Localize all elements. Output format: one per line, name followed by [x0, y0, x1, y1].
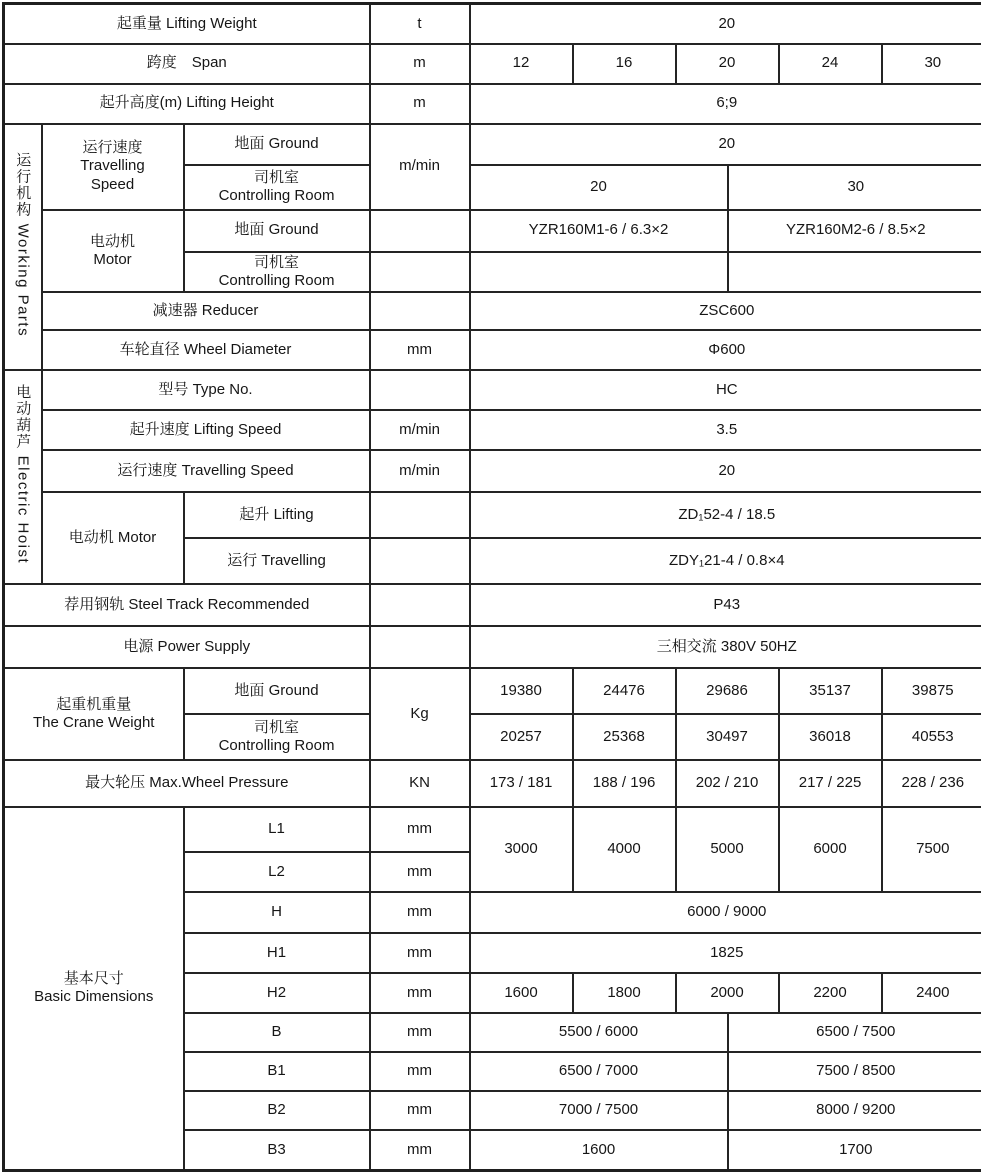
eh-motor-lifting-label: 起升 Lifting: [184, 492, 370, 538]
basic-dimensions-label: [4, 807, 184, 1170]
wp-ts-ground-value: 20: [470, 124, 981, 165]
crane-weight-cr-value-3: 30497: [676, 714, 779, 760]
dim-h1-name: H1: [184, 933, 370, 973]
steel-track-unit: [370, 584, 470, 626]
crane-weight-cr-value-1: 20257: [470, 714, 573, 760]
lifting-height-unit: m: [370, 84, 470, 124]
power-supply-value: 三相交流 380V 50HZ: [470, 626, 981, 668]
lifting-weight-value: 20: [470, 4, 981, 44]
dim-l2-unit: mm: [370, 852, 470, 892]
working-parts-group-cell: [4, 124, 42, 371]
dim-l1l2-value-2: 4000: [573, 807, 676, 892]
crane-weight-ground-label: 地面 Ground: [184, 668, 370, 714]
wp-ts-cr-value-left: 20: [470, 165, 728, 210]
row-eh-travelling-speed: [4, 450, 981, 492]
wp-motor-ground-unit: [370, 210, 470, 252]
dim-l2-name: L2: [184, 852, 370, 892]
wp-motor-ground-value-left: YZR160M1-6 / 6.3×2: [470, 210, 728, 252]
dim-b1-unit: mm: [370, 1052, 470, 1091]
row-eh-lifting-speed: [4, 410, 981, 450]
eh-motor-travelling-value: ZDY₁21-4 / 0.8×4: [470, 538, 981, 584]
crane-weight-unit: Kg: [370, 668, 470, 760]
crane-weight-cr-label-cn: 司机室: [188, 719, 366, 737]
dim-h-unit: mm: [370, 892, 470, 933]
eh-lifting-speed-label: 起升速度 Lifting Speed: [42, 410, 370, 450]
eh-travelling-speed-value: 20: [470, 450, 981, 492]
wp-motor-label: [42, 210, 184, 293]
wp-motor-cr-unit: [370, 252, 470, 293]
crane-weight-label-cn: 起重机重量: [8, 696, 180, 714]
power-supply-label: 电源 Power Supply: [4, 626, 370, 668]
eh-type-label: 型号 Type No.: [42, 370, 370, 410]
max-wheel-pressure-label: 最大轮压 Max.Wheel Pressure: [4, 760, 370, 807]
reducer-label: 减速器 Reducer: [42, 292, 370, 330]
dim-b-name: B: [184, 1013, 370, 1052]
dim-h2-value-1: 1600: [470, 973, 573, 1013]
wp-ts-cr-label-cn: 司机室: [188, 169, 366, 187]
reducer-unit: [370, 292, 470, 330]
wp-travelling-speed-label: [42, 124, 184, 210]
crane-weight-ground-value-3: 29686: [676, 668, 779, 714]
crane-weight-cr-label: [184, 714, 370, 760]
span-value-1: 12: [470, 44, 573, 84]
row-wp-motor-ground: [4, 210, 981, 252]
max-wheel-pressure-value-3: 202 / 210: [676, 760, 779, 807]
row-crane-weight-ground: [4, 668, 981, 714]
wp-travelling-speed-label-en: Travelling Speed: [70, 157, 156, 194]
wp-motor-cr-label: [184, 252, 370, 293]
basic-dimensions-label-en: Basic Dimensions: [8, 988, 180, 1006]
eh-motor-label: 电动机 Motor: [42, 492, 184, 584]
dim-l1-unit: mm: [370, 807, 470, 852]
span-label: 跨度 Span: [4, 44, 370, 84]
dim-h1-value: 1825: [470, 933, 981, 973]
row-lifting-height: [4, 84, 981, 124]
wp-ts-ground-label: 地面 Ground: [184, 124, 370, 165]
wp-motor-ground-label: 地面 Ground: [184, 210, 370, 252]
basic-dimensions-label-cn: 基本尺寸: [8, 970, 180, 988]
dim-b3-unit: mm: [370, 1130, 470, 1170]
span-value-2: 16: [573, 44, 676, 84]
wp-motor-label-cn: 电动机: [46, 233, 180, 251]
dim-l1l2-value-3: 5000: [676, 807, 779, 892]
wp-motor-cr-label-cn: 司机室: [188, 254, 366, 272]
dim-b2-name: B2: [184, 1091, 370, 1130]
crane-weight-cr-value-5: 40553: [882, 714, 981, 760]
wp-motor-cr-label-en: Controlling Room: [188, 272, 366, 290]
row-eh-motor-lifting: [4, 492, 981, 538]
lifting-weight-label: 起重量 Lifting Weight: [4, 4, 370, 44]
span-value-3: 20: [676, 44, 779, 84]
eh-motor-lifting-unit: [370, 492, 470, 538]
crane-spec-table: [2, 2, 981, 1172]
eh-lifting-speed-unit: m/min: [370, 410, 470, 450]
row-wp-travelling-ground: [4, 124, 981, 165]
row-dim-l1: [4, 807, 981, 852]
dim-l1-name: L1: [184, 807, 370, 852]
max-wheel-pressure-value-5: 228 / 236: [882, 760, 981, 807]
electric-hoist-group-cell: [4, 370, 42, 584]
span-value-4: 24: [779, 44, 882, 84]
electric-hoist-group-label: 电动葫芦 Electric Hoist: [15, 384, 30, 564]
lifting-height-label: 起升高度(m) Lifting Height: [4, 84, 370, 124]
row-wheel-diameter: [4, 330, 981, 370]
crane-weight-ground-value-1: 19380: [470, 668, 573, 714]
dim-b1-name: B1: [184, 1052, 370, 1091]
span-value-5: 30: [882, 44, 981, 84]
wp-travelling-speed-label-cn: 运行速度: [46, 139, 180, 157]
wp-ts-cr-label: [184, 165, 370, 210]
wp-ts-cr-value-right: 30: [728, 165, 981, 210]
dim-b2-unit: mm: [370, 1091, 470, 1130]
dim-h2-value-2: 1800: [573, 973, 676, 1013]
crane-weight-ground-value-2: 24476: [573, 668, 676, 714]
dim-b1-value-left: 6500 / 7000: [470, 1052, 728, 1091]
eh-motor-lifting-value: ZD₁52-4 / 18.5: [470, 492, 981, 538]
crane-weight-cr-label-en: Controlling Room: [188, 737, 366, 755]
crane-weight-label: [4, 668, 184, 760]
crane-weight-cr-value-4: 36018: [779, 714, 882, 760]
max-wheel-pressure-value-2: 188 / 196: [573, 760, 676, 807]
crane-weight-label-en: The Crane Weight: [8, 714, 180, 732]
row-steel-track: [4, 584, 981, 626]
wp-motor-cr-value-right: [728, 252, 981, 293]
crane-weight-ground-value-5: 39875: [882, 668, 981, 714]
max-wheel-pressure-value-4: 217 / 225: [779, 760, 882, 807]
dim-b2-value-left: 7000 / 7500: [470, 1091, 728, 1130]
crane-weight-cr-value-2: 25368: [573, 714, 676, 760]
dim-b2-value-right: 8000 / 9200: [728, 1091, 981, 1130]
dim-l1l2-value-5: 7500: [882, 807, 981, 892]
dim-b3-name: B3: [184, 1130, 370, 1170]
eh-type-unit: [370, 370, 470, 410]
dim-h2-value-5: 2400: [882, 973, 981, 1013]
row-span: [4, 44, 981, 84]
dim-l1l2-value-1: 3000: [470, 807, 573, 892]
dim-b1-value-right: 7500 / 8500: [728, 1052, 981, 1091]
row-max-wheel-pressure: [4, 760, 981, 807]
power-supply-unit: [370, 626, 470, 668]
wheel-diameter-unit: mm: [370, 330, 470, 370]
row-lifting-weight: [4, 4, 981, 44]
eh-travelling-speed-label: 运行速度 Travelling Speed: [42, 450, 370, 492]
eh-lifting-speed-value: 3.5: [470, 410, 981, 450]
row-reducer: [4, 292, 981, 330]
wp-motor-label-en: Motor: [46, 251, 180, 269]
dim-b-value-left: 5500 / 6000: [470, 1013, 728, 1052]
dim-h2-value-4: 2200: [779, 973, 882, 1013]
dim-h-name: H: [184, 892, 370, 933]
dim-h2-value-3: 2000: [676, 973, 779, 1013]
dim-h-value: 6000 / 9000: [470, 892, 981, 933]
wheel-diameter-label: 车轮直径 Wheel Diameter: [42, 330, 370, 370]
reducer-value: ZSC600: [470, 292, 981, 330]
eh-travelling-speed-unit: m/min: [370, 450, 470, 492]
dim-b3-value-right: 1700: [728, 1130, 981, 1170]
dim-l1l2-value-4: 6000: [779, 807, 882, 892]
wp-motor-cr-value-left: [470, 252, 728, 293]
eh-type-value: HC: [470, 370, 981, 410]
row-power-supply: [4, 626, 981, 668]
span-unit: m: [370, 44, 470, 84]
row-eh-type: [4, 370, 981, 410]
max-wheel-pressure-unit: KN: [370, 760, 470, 807]
lifting-height-value: 6;9: [470, 84, 981, 124]
working-parts-group-label: 运行机构 Working Parts: [15, 152, 30, 337]
dim-b-value-right: 6500 / 7500: [728, 1013, 981, 1052]
steel-track-label: 荐用钢轨 Steel Track Recommended: [4, 584, 370, 626]
eh-motor-travelling-label: 运行 Travelling: [184, 538, 370, 584]
dim-b-unit: mm: [370, 1013, 470, 1052]
dim-h1-unit: mm: [370, 933, 470, 973]
steel-track-value: P43: [470, 584, 981, 626]
dim-h2-name: H2: [184, 973, 370, 1013]
wheel-diameter-value: Φ600: [470, 330, 981, 370]
lifting-weight-unit: t: [370, 4, 470, 44]
wp-ts-cr-label-en: Controlling Room: [188, 187, 366, 205]
dim-b3-value-left: 1600: [470, 1130, 728, 1170]
eh-motor-travelling-unit: [370, 538, 470, 584]
dim-h2-unit: mm: [370, 973, 470, 1013]
crane-weight-ground-value-4: 35137: [779, 668, 882, 714]
wp-motor-ground-value-right: YZR160M2-6 / 8.5×2: [728, 210, 981, 252]
wp-ts-unit: m/min: [370, 124, 470, 210]
max-wheel-pressure-value-1: 173 / 181: [470, 760, 573, 807]
